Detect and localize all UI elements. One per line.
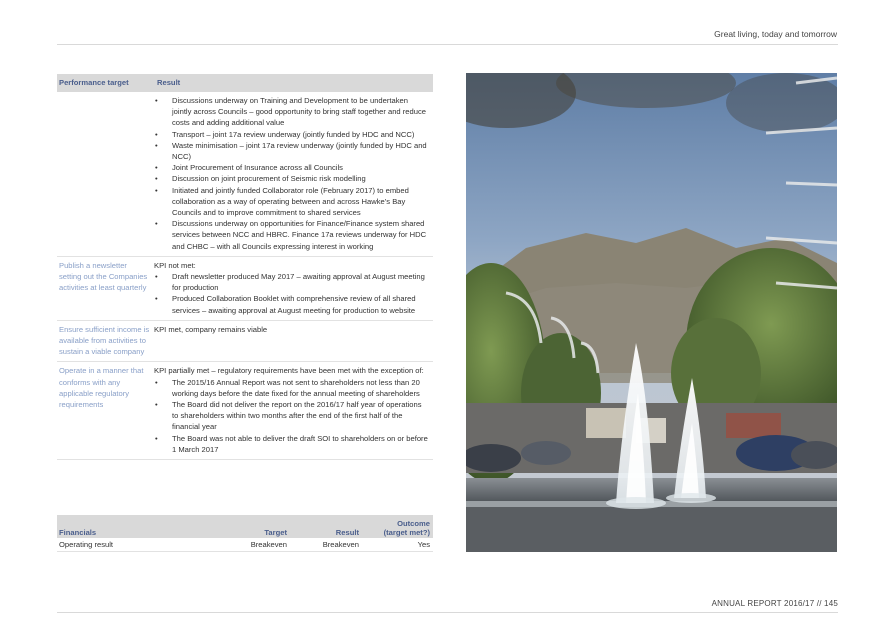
performance-target-cell: Operate in a manner that conforms with any applicable regulatory requirements (59, 366, 144, 410)
result-bullet: • Discussions underway on Training and Development to be undertaken jointly across Councils – good opportunity to bring staff together and reduce costs and adding additional value (172, 95, 429, 129)
financials-row-outcome: Yes (417, 540, 430, 549)
performance-target-cell (57, 95, 153, 252)
result-bullet: • Discussions underway on opportunities for Finance/Finance system shared services between NCC and HBRC. Finance 17a reviews underway for HDC and CHBC – with all Councils expressing interest in working (172, 218, 429, 252)
financials-row-target: Breakeven (250, 540, 287, 549)
result-text: KPI met, company remains viable (154, 324, 268, 334)
performance-row (57, 92, 433, 257)
outcome-header (359, 519, 433, 537)
result-cell (153, 324, 433, 358)
col-result: Result (157, 78, 181, 88)
result-bullet: • The 2015/16 Annual Report was not sent to shareholders not less than 20 working days before the date fixed for the annual meeting of shareholders (172, 377, 429, 399)
result-cell (153, 260, 433, 316)
performance-table (57, 74, 433, 460)
outcome-header-line2: (target met?) (383, 528, 430, 537)
result-bullet: • Joint Procurement of Insurance across all Councils (172, 162, 429, 173)
performance-row (57, 321, 433, 363)
result-text: KPI partially met – regulatory requirements have been met with the exception of: (154, 366, 424, 376)
performance-target-cell: Publish a newsletter setting out the Companies activities at least quarterly (59, 260, 148, 293)
performance-table-header (57, 74, 433, 92)
result-bullet: • Produced Collaboration Booklet with comprehensive review of all shared services – awaiting approval at August meeting for production to website (172, 293, 429, 315)
result-bullet: • Waste minimisation – joint 17a review underway (jointly funded by HDC and NCC) (172, 140, 429, 162)
result-bullet: • Discussion on joint procurement of Seismic risk modelling (172, 173, 429, 184)
financials-table (57, 515, 433, 552)
financials-header (57, 515, 433, 538)
performance-row (57, 362, 433, 460)
financials-header-label: Financials (59, 528, 97, 537)
financials-row-label: Operating result (59, 540, 114, 549)
result-bullet: • The Board did not deliver the report on the 2016/17 half year of operations to shareholders within two months after the end of the first half of the financial year (172, 399, 429, 433)
footer-page-number: ANNUAL REPORT 2016/17 // 145 (711, 599, 838, 608)
result-bullet-list (153, 377, 429, 455)
performance-row (57, 257, 433, 321)
fountain-photo (466, 73, 837, 552)
bottom-rule (57, 612, 838, 613)
result-text: KPI not met: (154, 260, 196, 270)
tagline: Great living, today and tomorrow (714, 29, 837, 39)
result-bullet: • Transport – joint 17a review underway (jointly funded by HDC and NCC) (172, 129, 429, 140)
outcome-header-line1: Outcome (397, 519, 430, 528)
performance-target-cell: Ensure sufficient income is available from activities to sustain a viable company (59, 324, 150, 357)
target-header: Target (264, 528, 287, 537)
result-bullet-list (153, 95, 429, 252)
result-bullet-list (153, 271, 429, 316)
result-cell (153, 365, 433, 455)
col-performance-target: Performance target (59, 78, 129, 88)
result-bullet: • The Board was not able to deliver the draft SOI to shareholders on or before 1 March 2017 (172, 433, 429, 455)
top-rule (57, 44, 838, 45)
financials-row (57, 538, 433, 552)
performance-rows (57, 92, 433, 460)
result-cell (153, 95, 433, 252)
result-bullet: • Draft newsletter produced May 2017 – awaiting approval at August meeting for production (172, 271, 429, 293)
result-header: Result (335, 528, 359, 537)
financials-row-result: Breakeven (322, 540, 359, 549)
result-bullet: • Initiated and jointly funded Collaborator role (February 2017) to embed collaboration as a way of operating between and across Hawke’s Bay Councils and to improve commitment to shared services (172, 185, 429, 219)
